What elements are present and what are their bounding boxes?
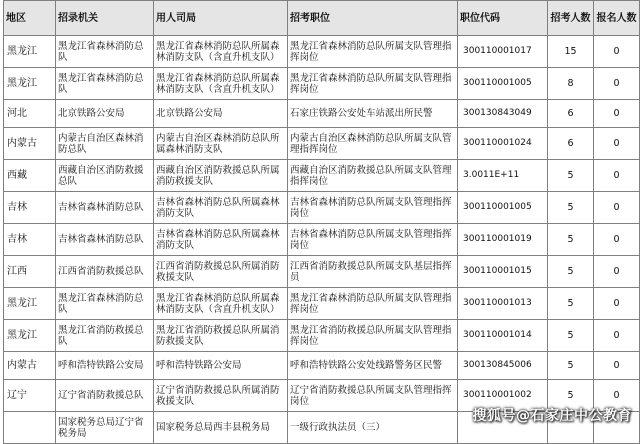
cell-quota: 6 [548,128,594,160]
cell-region: 吉林 [4,192,56,224]
cell-quota: 5 [548,224,594,256]
cell-applicants: 0 [594,192,640,224]
cell-position: 黑龙江省消防救援总队所属支队管理指挥岗位 [288,320,458,352]
cell-code: 300110001005 [458,68,548,100]
header-agency: 招录机关 [56,1,154,36]
cell-employer: 黑龙江省森林消防总队所属森林消防支队（含直升机支队） [154,36,288,68]
header-code: 职位代码 [458,1,548,36]
header-row [4,1,640,36]
cell-code: 300130843049 [458,100,548,128]
cell-applicants: 0 [594,128,640,160]
table-row [4,224,640,256]
cell-employer: 黑龙江省消防救援总队所属消防救援支队 [154,320,288,352]
cell-applicants: 0 [594,256,640,288]
table-row [4,160,640,192]
table-row [4,192,640,224]
cell-position: 辽宁省消防救援总队所属支队管理指挥岗位 [288,380,458,412]
cell-position: 黑龙江省森林消防总队所属支队管理指挥岗位 [288,36,458,68]
table-row [4,36,640,68]
cell-region: 黑龙江 [4,320,56,352]
cell-employer: 吉林省森林消防总队所属森林消防支队 [154,192,288,224]
cell-position: 一级行政执法员（三） [288,412,458,444]
cell-position: 吉林省森林消防总队所属支队管理指挥岗位 [288,224,458,256]
cell-quota: 5 [548,192,594,224]
cell-quota: 5 [548,160,594,192]
table-row [4,320,640,352]
cell-position: 呼和浩特铁路公安处线路警务区民警 [288,352,458,380]
cell-agency: 吉林省森林消防总队 [56,192,154,224]
cell-position: 黑龙江省森林消防总队所属支队管理指挥岗位 [288,68,458,100]
cell-region: 辽宁 [4,380,56,412]
cell-code: 300110001014 [458,320,548,352]
cell-code: 300110001017 [458,36,548,68]
cell-quota: 5 [548,320,594,352]
cell-agency: 黑龙江省森林消防总队 [56,288,154,320]
header-region: 地区 [4,1,56,36]
cell-employer: 黑龙江省森林消防总队所属森林消防支队（含直升机支队） [154,68,288,100]
cell-agency: 吉林省森林消防总队 [56,224,154,256]
cell-applicants: 0 [594,36,640,68]
cell-applicants: 0 [594,288,640,320]
positions-table [3,0,640,444]
cell-agency: 国家税务总局辽宁省税务局 [56,412,154,444]
cell-region: 吉林 [4,224,56,256]
cell-position: 吉林省森林消防总队所属支队管理指挥岗位 [288,192,458,224]
cell-region: 河北 [4,100,56,128]
cell-position: 西藏自治区消防救援总队所属支队管理指挥岗位 [288,160,458,192]
cell-employer: 江西省消防救援总队所属消防救援支队 [154,256,288,288]
cell-agency: 辽宁省消防救援总队 [56,380,154,412]
table-row [4,352,640,380]
cell-code: 300110001013 [458,288,548,320]
table-row [4,288,640,320]
header-position: 招考职位 [288,1,458,36]
cell-applicants: 0 [594,160,640,192]
cell-employer: 黑龙江省森林消防总队所属森林消防支队（含直升机支队） [154,288,288,320]
cell-applicants: 0 [594,380,640,412]
table-row [4,256,640,288]
cell-quota: 5 [548,380,594,412]
cell-region [4,412,56,444]
cell-employer: 辽宁省消防救援总队所属消防救援支队 [154,380,288,412]
cell-quota: 5 [548,256,594,288]
cell-agency: 江西省消防救援总队 [56,256,154,288]
cell-quota: 8 [548,68,594,100]
watermark: 搜狐号@石家庄中公教育 [472,408,632,424]
cell-code: 300130845006 [458,352,548,380]
cell-agency: 黑龙江省森林消防总队 [56,36,154,68]
header-quota: 招考人数 [548,1,594,36]
cell-applicants: 0 [594,68,640,100]
cell-employer: 呼和浩特铁路公安局 [154,352,288,380]
cell-employer: 内蒙古自治区森林消防总队所属森林消防支队 [154,128,288,160]
cell-agency: 黑龙江省森林消防总队 [56,68,154,100]
cell-agency: 西藏自治区消防救援总队 [56,160,154,192]
cell-agency: 呼和浩特铁路公安局 [56,352,154,380]
cell-agency: 北京铁路公安局 [56,100,154,128]
cell-employer: 国家税务总局西丰县税务局 [154,412,288,444]
cell-applicants: 0 [594,224,640,256]
cell-region: 黑龙江 [4,36,56,68]
cell-position: 石家庄铁路公安处车站派出所民警 [288,100,458,128]
cell-position: 江西省消防救援总队所属支队基层指挥员 [288,256,458,288]
header-employer: 用人司局 [154,1,288,36]
cell-position: 内蒙古自治区森林消防总队所属支队管理指挥岗位 [288,128,458,160]
cell-quota: 5 [548,352,594,380]
cell-applicants: 0 [594,320,640,352]
cell-region: 西藏 [4,160,56,192]
cell-code: 300110001015 [458,256,548,288]
cell-applicants: 0 [594,352,640,380]
cell-code: 300110001005 [458,192,548,224]
table-row [4,128,640,160]
header-applicants: 报名人数 [594,1,640,36]
table-row [4,68,640,100]
cell-quota: 15 [548,36,594,68]
cell-code: 3.0011E+11 [458,160,548,192]
cell-employer: 西藏自治区消防救援总队所属消防救援支队 [154,160,288,192]
cell-region: 江西 [4,256,56,288]
cell-region: 黑龙江 [4,288,56,320]
cell-employer: 吉林省森林消防总队所属森林消防支队 [154,224,288,256]
cell-quota: 6 [548,100,594,128]
cell-quota: 5 [548,288,594,320]
cell-region: 黑龙江 [4,68,56,100]
cell-applicants: 0 [594,100,640,128]
cell-agency: 内蒙古自治区森林消防总队 [56,128,154,160]
cell-agency: 黑龙江省消防救援总队 [56,320,154,352]
cell-position: 黑龙江省森林消防总队所属支队管理指挥岗位 [288,288,458,320]
cell-code: 300110001002 [458,380,548,412]
cell-employer: 北京铁路公安局 [154,100,288,128]
cell-code: 300110001024 [458,128,548,160]
cell-region: 内蒙古 [4,352,56,380]
table-row [4,100,640,128]
cell-region: 内蒙古 [4,128,56,160]
cell-code: 300110001019 [458,224,548,256]
